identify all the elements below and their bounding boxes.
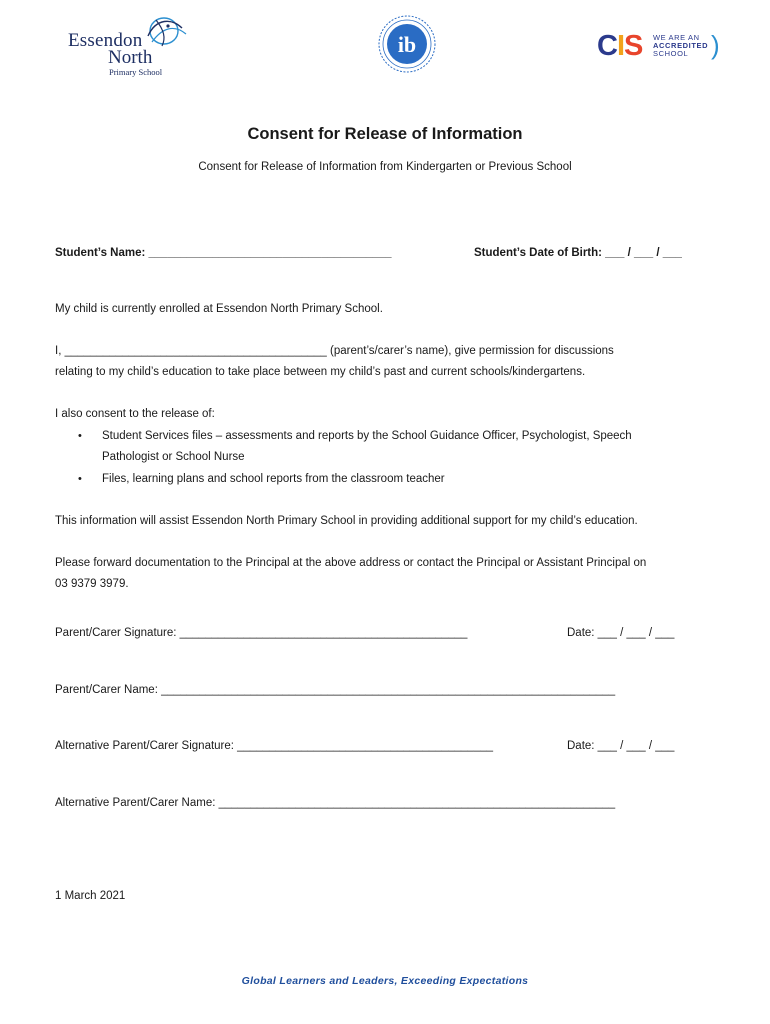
alt-signature-date-field: Date: ___ / ___ / ___ xyxy=(567,740,675,752)
bullet-student-services-line-1: Student Services files – assessments and reports by the School Guidance Officer, Psychologist, Speech xyxy=(102,430,632,442)
assist-statement: This information will assist Essendon North Primary School in providing additional support for my child’s education. xyxy=(55,515,638,527)
cis-bracket-icon: ) xyxy=(711,30,720,60)
alt-signature-field: Alternative Parent/Carer Signature: ________________________________________ xyxy=(55,740,494,752)
ib-seal-icon xyxy=(374,14,440,74)
footer-motto: Global Learners and Leaders, Exceeding Expectations xyxy=(241,975,529,987)
logo-text-primary-school: Primary School xyxy=(109,67,163,77)
bullet-icon: • xyxy=(78,473,82,485)
permission-line-2: relating to my child’s education to take place between my child’s past and current schools/kindergartens. xyxy=(55,366,586,378)
cis-text-we-are-an: WE ARE AN xyxy=(653,33,700,42)
student-dob-field: Student’s Date of Birth: ___ / ___ / ___ xyxy=(474,247,682,259)
bullet-files: Files, learning plans and school reports from the classroom teacher xyxy=(102,473,445,485)
permission-line-1: I, _________________________________________ (parent’s/carer’s name), give permission for discussions xyxy=(55,345,614,357)
ib-logo xyxy=(374,14,440,74)
document-date: 1 March 2021 xyxy=(55,890,126,902)
parent-name-field: Parent/Carer Name: _______________________________________________________________________ xyxy=(55,684,616,696)
document-subtitle: Consent for Release of Information from Kindergarten or Previous School xyxy=(198,161,572,173)
essendon-north-logo xyxy=(66,14,192,78)
logo-text-north: North xyxy=(108,47,153,68)
forward-line-1: Please forward documentation to the Principal at the above address or contact the Principal or Assistant Principal on xyxy=(55,557,647,569)
cis-text-school: SCHOOL xyxy=(653,49,689,58)
globe-swirl-icon xyxy=(142,14,188,48)
bullet-icon: • xyxy=(78,430,82,442)
bullet-student-services-line-2: Pathologist or School Nurse xyxy=(102,451,245,463)
cis-text-accredited: ACCREDITED xyxy=(653,41,709,50)
parent-signature-date-field: Date: ___ / ___ / ___ xyxy=(567,627,675,639)
forward-line-2: 03 9379 3979. xyxy=(55,578,129,590)
svg-text:ib: ib xyxy=(397,32,417,57)
logo-text-essendon: Essendon xyxy=(68,30,143,51)
alt-name-field: Alternative Parent/Carer Name: ______________________________________________________________ xyxy=(55,797,616,809)
consent-intro: I also consent to the release of: xyxy=(55,408,215,420)
student-name-field: Student’s Name: ______________________________________ xyxy=(55,247,392,259)
enrolled-statement: My child is currently enrolled at Essendon North Primary School. xyxy=(55,303,383,315)
document-title: Consent for Release of Information xyxy=(247,125,523,143)
cis-letters: CIS xyxy=(597,30,643,62)
parent-signature-field: Parent/Carer Signature: _____________________________________________ xyxy=(55,627,468,639)
cis-accredited-logo xyxy=(597,30,723,62)
